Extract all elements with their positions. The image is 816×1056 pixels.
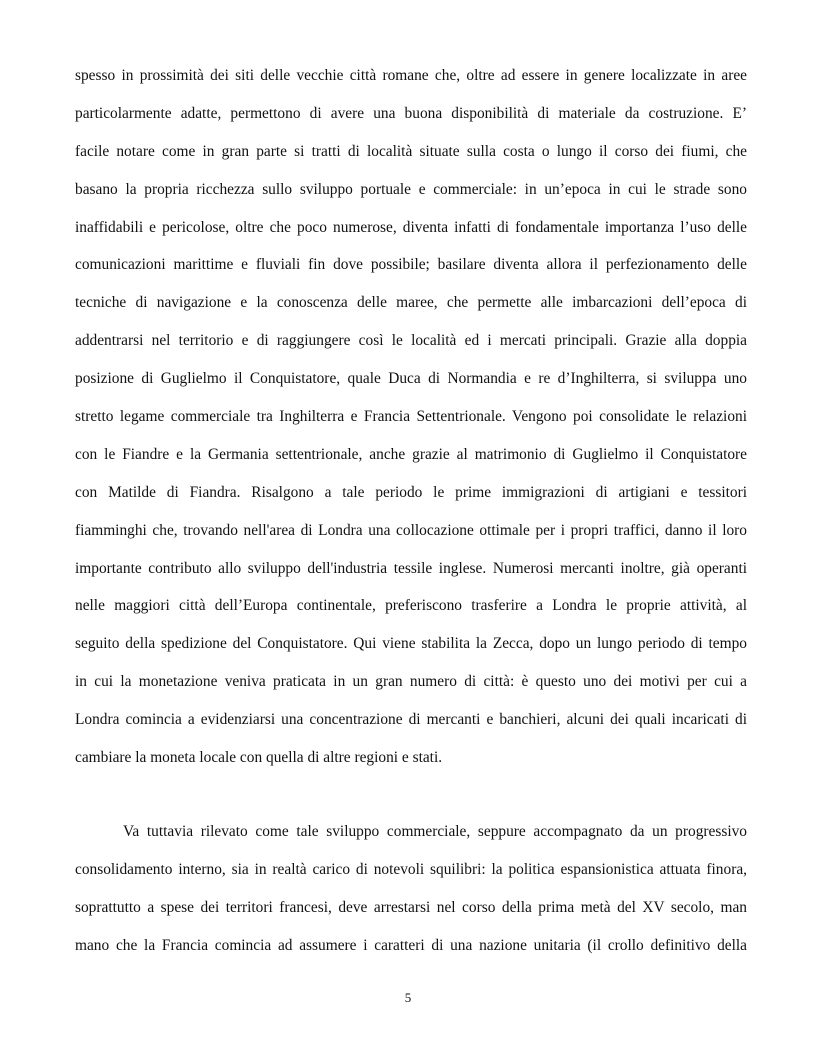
text-line: comunicazioni marittime e fluviali fin dove possibile; basilare diventa allora il perfezionamento delle <box>75 256 747 274</box>
text-line: cambiare la moneta locale con quella di altre regioni e stati. <box>75 749 443 767</box>
page-number: 5 <box>404 990 412 1005</box>
text-line: soprattutto a spese dei territori francesi, deve arrestarsi nel corso della prima metà del XV secolo, man <box>75 898 747 916</box>
text-line: facile notare come in gran parte si tratti di località situate sulla costa o lungo il corso dei fiumi, che <box>75 142 747 160</box>
text-line: nelle maggiori città dell’Europa continentale, preferiscono trasferire a Londra le proprie attività, al <box>75 597 747 615</box>
body-paragraph-2 <box>75 813 747 965</box>
text-line: in cui la monetazione veniva praticata in un gran numero di città: è questo uno dei motivi per cui a <box>75 673 747 691</box>
text-line: spesso in prossimità dei siti delle vecchie città romane che, oltre ad essere in genere localizzate in aree <box>75 67 747 84</box>
text-line: particolarmente adatte, permettono di avere una buona disponibilità di materiale da costruzione. E’ <box>75 104 747 122</box>
text-line: inaffidabili e pericolose, oltre che poco numerose, diventa infatti di fondamentale importanza l’uso delle <box>75 218 747 236</box>
text-line: mano che la Francia comincia ad assumere i caratteri di una nazione unitaria (il crollo definitivo della <box>75 936 747 954</box>
text-line: posizione di Guglielmo il Conquistatore, quale Duca di Normandia e re d’Inghilterra, si sviluppa uno <box>75 370 747 388</box>
text-line: stretto legame commerciale tra Inghilterra e Francia Settentrionale. Vengono poi consolidate le relazioni <box>75 408 747 426</box>
text-line: Londra comincia a evidenziarsi una concentrazione di mercanti e banchieri, alcuni dei quali incaricati di <box>75 711 747 729</box>
text-line: consolidamento interno, sia in realtà carico di notevoli squilibri: la politica espansionistica attuata finora, <box>75 860 747 878</box>
text-line: seguito della spedizione del Conquistatore. Qui viene stabilita la Zecca, dopo un lungo periodo di tempo <box>75 635 747 653</box>
text-line: con le Fiandre e la Germania settentrionale, anche grazie al matrimonio di Guglielmo il Conquistatore <box>75 445 747 463</box>
text-line: tecniche di navigazione e la conoscenza delle maree, che permette alle imbarcazioni dell’epoca di <box>75 294 747 312</box>
text-line: addentrarsi nel territorio e di raggiungere così le località ed i mercati principali. Grazie alla doppia <box>75 332 747 350</box>
text-line: importante contributo allo sviluppo dell'industria tessile inglese. Numerosi mercanti inoltre, già operanti <box>75 559 747 577</box>
text-line: Va tuttavia rilevato come tale sviluppo commerciale, seppure accompagnato da un progressivo <box>123 823 747 840</box>
text-line: con Matilde di Fiandra. Risalgono a tale periodo le prime immigrazioni di artigiani e tessitori <box>75 483 747 501</box>
text-line: fiamminghi che, trovando nell'area di Londra una collocazione ottimale per i propri traffici, danno il loro <box>75 521 747 539</box>
body-paragraph-1 <box>75 57 747 777</box>
text-line: basano la propria ricchezza sullo sviluppo portuale e commerciale: in un’epoca in cui le strade sono <box>75 180 747 198</box>
